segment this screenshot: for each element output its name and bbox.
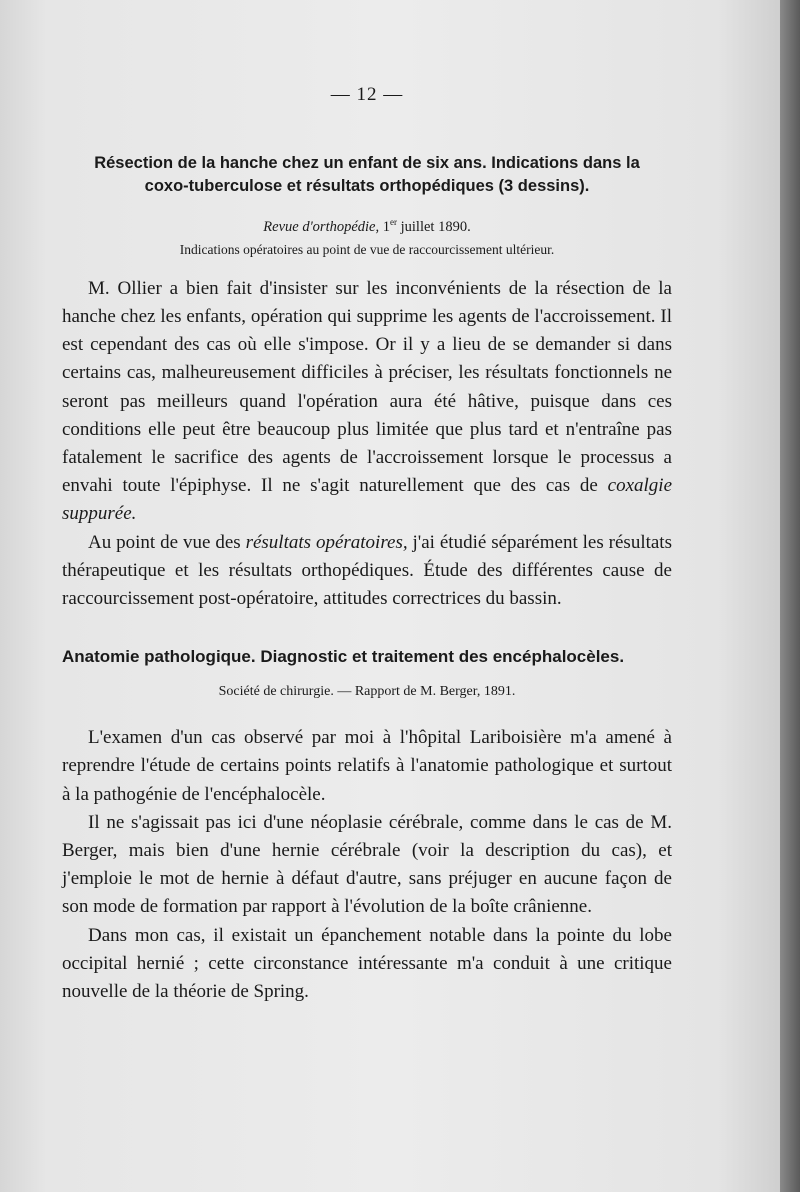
source-journal: Revue d'orthopédie, xyxy=(263,218,380,235)
page-edge-shadow xyxy=(780,0,800,1192)
paragraph-text: j'ai étudié séparément les résultats thérapeutique et les résultats orthopédiques. Étude des différentes cause de raccourcissement post-opératoire, attitudes correctrices du bassin. xyxy=(62,531,672,610)
paragraph xyxy=(62,275,672,529)
section-title: Anatomie pathologique. Diagnostic et traitement des encéphalocèles. xyxy=(62,647,625,667)
section-title xyxy=(62,152,672,198)
paragraph-text: M. Ollier a bien fait d'insister sur les inconvénients de la résection de la hanche chez les enfants, opération qui supprime les agents de l'accroissement. Il est cependant des cas où elle s'impose. Or il y a lieu de se demander si dans certains cas, malheureusement difficiles à préciser, les résultats fonctionnels ne seront pas meilleurs quand l'opération aura été hâtive, puisque dans ces conditions elle peut être beaucoup plus limitée que plus tard et n'entraîne pas fatalement le sacrifice des agents de l'accroissement lorsque le processus a envahi toute l'épiphyse. Il ne s'agit naturellement que des cas de xyxy=(62,277,672,497)
section-source xyxy=(62,212,672,237)
source-day: 1 xyxy=(382,218,390,235)
section-title-line-2: coxo-tuberculose et résultats orthopédiques (3 dessins). xyxy=(144,177,590,195)
paragraph-italic: coxalgie suppurée. xyxy=(62,475,672,525)
paragraph: Dans mon cas, il existait un épanchement notable dans la pointe du lobe occipital hernié ; cette circonstance intéressante m'a conduit à une critique nouvelle de la théorie de Spring. xyxy=(62,924,672,1003)
paragraph: Il ne s'agissait pas ici d'une néoplasie cérébrale, comme dans le cas de M. Berger, mais bien d'une hernie cérébrale (voir la description du cas), et j'emploie le mot de hernie à défaut d'autre, sans préjuger en aucune façon de son mode de formation par rapport à l'évolution de la boîte crânienne. xyxy=(62,811,672,918)
paragraph-italic: résultats opératoires, xyxy=(245,531,408,553)
section-resection-hanche xyxy=(62,152,672,613)
paragraph: L'examen d'un cas observé par moi à l'hôpital Lariboisière m'a amené à reprendre l'étude de certains points relatifs à l'anatomie pathologique et surtout à la pathogénie de l'encéphalocèle. xyxy=(62,727,672,805)
section-note: Indications opératoires au point de vue de raccourcissement ultérieur. xyxy=(179,241,555,257)
source-date: juillet 1890. xyxy=(397,218,471,235)
paragraph-text: Au point de vue des xyxy=(88,531,246,553)
paragraph xyxy=(62,529,672,614)
section-title-line-1: Résection de la hanche chez un enfant de six ans. Indications dans la xyxy=(94,154,640,172)
section-source: Société de chirurgie. — Rapport de M. Berger, 1891. xyxy=(218,684,516,700)
section-encephaloceles xyxy=(62,645,672,1006)
page-content xyxy=(62,84,672,1006)
page-number: — 12 — xyxy=(330,84,404,105)
source-ordinal: er xyxy=(390,217,397,227)
